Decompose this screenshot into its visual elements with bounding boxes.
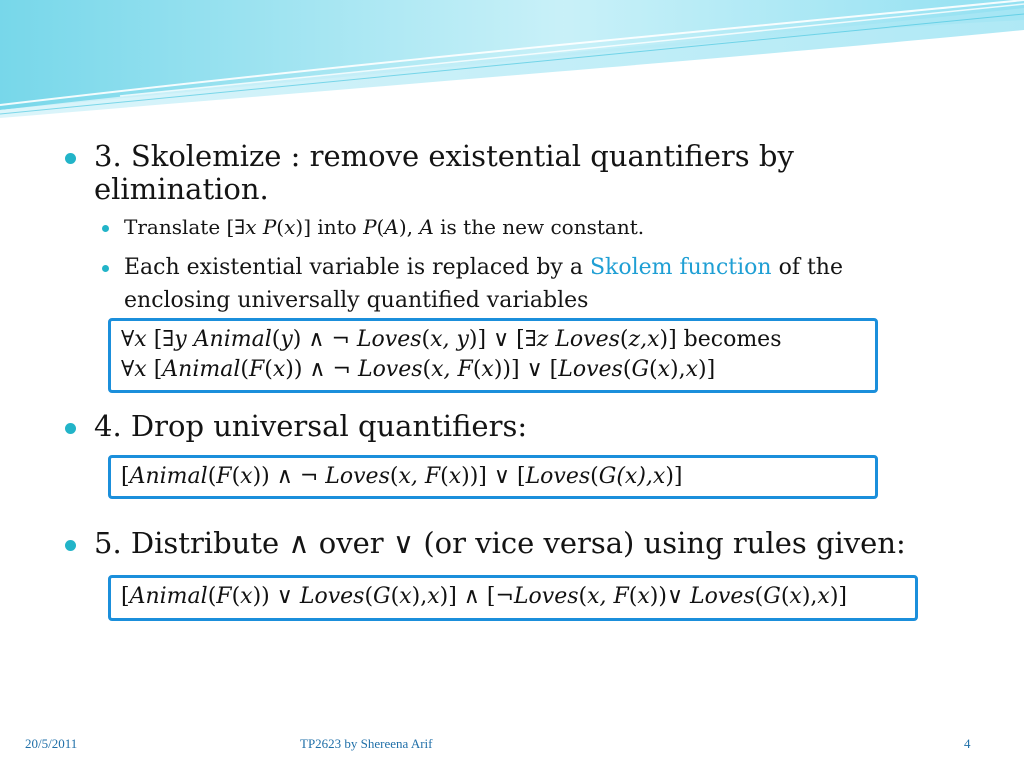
predicate: Animal bbox=[129, 464, 208, 489]
text-part: ))∨ bbox=[649, 584, 691, 609]
sub-bullet-text: Translate [∃x P(x)] into P(A), A is the new constant. bbox=[124, 215, 645, 239]
bullet-dot-icon bbox=[65, 153, 76, 164]
text-part: ( bbox=[622, 357, 632, 382]
text-part: ), bbox=[801, 584, 818, 609]
var: y bbox=[280, 327, 293, 352]
text-part: ( bbox=[619, 327, 629, 352]
var: G(x),x bbox=[598, 464, 666, 489]
text-part: of the enclosing universally quantified variables bbox=[124, 255, 843, 313]
forall-symbol: ∀ bbox=[121, 357, 135, 382]
text-part: ( bbox=[271, 327, 281, 352]
text-part: ) ∧ ¬ bbox=[292, 327, 357, 352]
text-part: ( bbox=[628, 584, 638, 609]
text-part: ( bbox=[472, 357, 482, 382]
text-part: ( bbox=[207, 464, 217, 489]
var: x bbox=[284, 215, 296, 239]
text-part: ] into bbox=[303, 215, 364, 239]
var: x bbox=[481, 357, 494, 382]
var: x bbox=[685, 357, 699, 382]
text-part: Translate [ bbox=[124, 215, 235, 239]
text-part: )] bbox=[829, 584, 847, 609]
predicate: Loves bbox=[555, 327, 620, 352]
text-part: ( bbox=[231, 464, 241, 489]
var: x bbox=[817, 584, 830, 609]
formula-line bbox=[121, 582, 905, 612]
formula-box-distribute bbox=[108, 575, 918, 621]
var: x bbox=[134, 327, 147, 352]
text-part: ), bbox=[411, 584, 428, 609]
var: x, F bbox=[398, 464, 441, 489]
text-part: )) ∧ ¬ bbox=[285, 357, 358, 382]
predicate: Animal bbox=[162, 357, 241, 382]
predicate: Loves bbox=[525, 464, 591, 489]
predicate: Loves bbox=[325, 464, 390, 489]
predicate: Animal bbox=[193, 327, 272, 352]
formula-line-2 bbox=[121, 355, 865, 385]
var: x bbox=[240, 584, 253, 609]
text-part: ( bbox=[421, 327, 431, 352]
exists-symbol: ∃ bbox=[524, 327, 537, 352]
var: x, y bbox=[430, 327, 469, 352]
bullet-text: 3. Skolemize : remove existential quantifiers by elimination. bbox=[94, 139, 794, 206]
text-part: ( bbox=[590, 464, 599, 489]
text-part: ( bbox=[389, 464, 399, 489]
text-part: ( bbox=[240, 357, 249, 382]
var: x, F bbox=[587, 584, 629, 609]
var: F bbox=[216, 584, 232, 609]
formula-line bbox=[121, 462, 865, 492]
predicate: Loves bbox=[356, 327, 422, 352]
text-part: [ bbox=[146, 327, 163, 352]
text-part: ( bbox=[390, 584, 400, 609]
bullet-text: 4. Drop universal quantifiers: bbox=[94, 409, 528, 443]
text-part: ( bbox=[649, 357, 658, 382]
footer-date: 20/5/2011 bbox=[25, 736, 78, 751]
text-part: ( bbox=[440, 464, 449, 489]
text-part: ( bbox=[364, 584, 374, 609]
text-part: [ bbox=[121, 464, 130, 489]
text-part: Each existential variable is replaced by a bbox=[124, 255, 590, 280]
var: x bbox=[272, 357, 286, 382]
predicate: Loves bbox=[357, 357, 423, 382]
text-part: )] becomes bbox=[659, 327, 782, 352]
text-part: ( bbox=[422, 357, 432, 382]
sub-bullet-text bbox=[124, 251, 914, 317]
formula-line-1 bbox=[121, 325, 865, 355]
predicate: Loves bbox=[299, 584, 365, 609]
text-part: )) ∧ ¬ bbox=[252, 464, 326, 489]
wave-decoration bbox=[0, 0, 1024, 120]
predicate: Loves bbox=[558, 357, 623, 382]
skolem-function-link[interactable]: Skolem function bbox=[589, 255, 772, 280]
var: x bbox=[134, 357, 147, 382]
text-part: )) ∨ bbox=[252, 584, 300, 609]
var: P bbox=[363, 215, 377, 239]
var: x bbox=[657, 357, 671, 382]
var: x bbox=[789, 584, 802, 609]
predicate: Animal bbox=[129, 584, 208, 609]
text-part: ( bbox=[264, 357, 273, 382]
exists-symbol: ∃ bbox=[234, 215, 246, 239]
text-part: , bbox=[406, 215, 420, 239]
var: x bbox=[448, 464, 462, 489]
bullet-dot-icon bbox=[65, 423, 76, 434]
bullet-dot-icon bbox=[65, 540, 76, 551]
text-part: )] bbox=[665, 464, 683, 489]
var: F bbox=[216, 464, 232, 489]
text-part: )] bbox=[698, 357, 716, 382]
footer-course: TP2623 by Shereena Arif bbox=[300, 736, 433, 751]
predicate: Loves bbox=[690, 584, 755, 609]
text-part: is the new constant. bbox=[433, 215, 645, 239]
predicate: Loves bbox=[513, 584, 579, 609]
var: G bbox=[631, 357, 650, 382]
var: x bbox=[637, 584, 650, 609]
text-part: ), bbox=[670, 357, 686, 382]
var: x bbox=[427, 584, 440, 609]
text-part: )] ∨ [ bbox=[468, 327, 525, 352]
text-part: ( bbox=[754, 584, 764, 609]
var: G bbox=[763, 584, 781, 609]
text-part: [ bbox=[121, 584, 130, 609]
exists-symbol: ∃ bbox=[162, 327, 175, 352]
footer-page-number: 4 bbox=[964, 736, 971, 751]
var: F bbox=[248, 357, 265, 382]
var: A bbox=[384, 215, 399, 239]
var: x bbox=[399, 584, 412, 609]
formula-box-skolem bbox=[108, 318, 878, 393]
var: z,x bbox=[628, 327, 660, 352]
var: z bbox=[536, 327, 549, 352]
text-part: ))] ∨ [ bbox=[461, 464, 526, 489]
formula-box-drop bbox=[108, 455, 878, 499]
var: y bbox=[174, 327, 187, 352]
bullet-text: 5. Distribute ∧ over ∨ (or vice versa) using rules given: bbox=[94, 526, 906, 560]
var: x bbox=[245, 215, 257, 239]
var: A bbox=[419, 215, 434, 239]
text-part: ( bbox=[578, 584, 588, 609]
var: x bbox=[240, 464, 253, 489]
bullet-dot-icon bbox=[102, 225, 109, 232]
var: G bbox=[373, 584, 391, 609]
text-part: [ bbox=[146, 357, 163, 382]
text-part: ( bbox=[780, 584, 790, 609]
var: x, F bbox=[431, 357, 473, 382]
text-part: ( bbox=[207, 584, 217, 609]
forall-symbol: ∀ bbox=[121, 327, 135, 352]
var: P bbox=[262, 215, 277, 239]
text-part: ))] ∨ [ bbox=[493, 357, 559, 382]
bullet-dot-icon bbox=[102, 265, 109, 272]
text-part: )] ∧ [¬ bbox=[439, 584, 514, 609]
text-part: ( bbox=[231, 584, 241, 609]
